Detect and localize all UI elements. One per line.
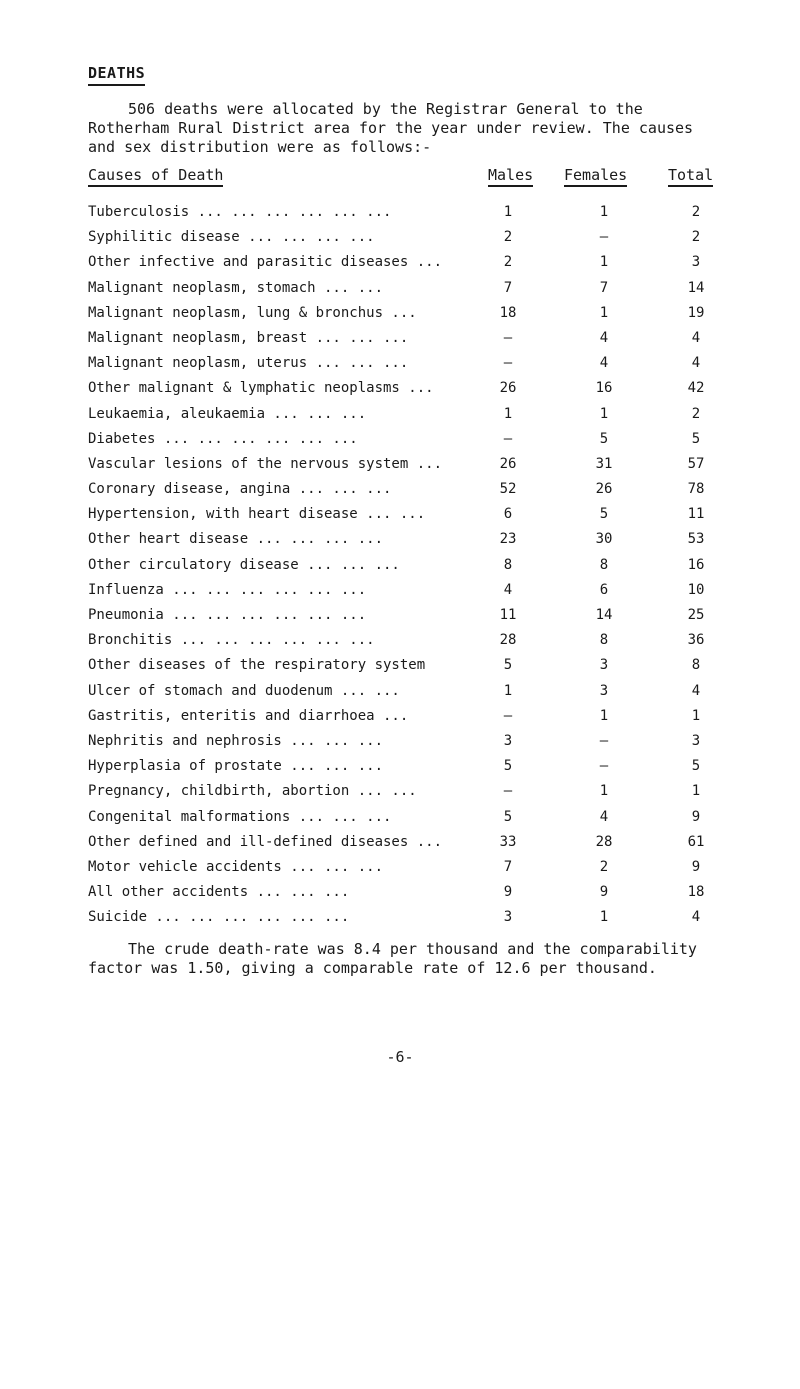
females-cell: 8 [599, 632, 609, 649]
males-cell: 52 [499, 481, 517, 498]
females-cell: 1 [599, 304, 609, 321]
total-cell: 18 [687, 884, 705, 901]
deaths-table [88, 200, 708, 930]
table-row [88, 578, 708, 603]
total-cell: 16 [687, 556, 705, 573]
total-cell: 42 [687, 380, 705, 397]
females-cell: 4 [599, 355, 609, 372]
females-cell: – [599, 229, 609, 246]
males-cell: – [503, 355, 513, 372]
intro-paragraph [88, 100, 728, 157]
males-cell: 2 [503, 254, 513, 271]
females-cell: 3 [599, 657, 609, 674]
intro-text: 506 deaths were allocated by the Registrar General to the Rotherham Rural District area for the year under review. The causes and sex distribution were as follows:- [88, 100, 694, 156]
total-cell: 9 [691, 808, 701, 825]
females-cell: 2 [599, 858, 609, 875]
females-cell: 1 [599, 783, 609, 800]
males-cell: 18 [499, 304, 517, 321]
cause-cell: Other heart disease ... ... ... ... [88, 531, 384, 548]
females-cell: 26 [595, 481, 613, 498]
cause-cell: Coronary disease, angina ... ... ... [88, 481, 392, 498]
cause-cell: Malignant neoplasm, stomach ... ... [88, 279, 384, 296]
males-cell: 5 [503, 657, 513, 674]
cause-cell: Suicide ... ... ... ... ... ... [88, 909, 350, 926]
females-cell: 8 [599, 556, 609, 573]
column-header-total: Total [668, 166, 713, 187]
males-cell: 2 [503, 229, 513, 246]
total-cell: 2 [691, 204, 701, 220]
table-row [88, 830, 708, 855]
females-cell: 1 [599, 405, 609, 422]
females-cell: 6 [599, 581, 609, 598]
females-cell: 14 [595, 607, 613, 623]
total-cell: 14 [687, 279, 705, 296]
table-row [88, 855, 708, 880]
cause-cell: Malignant neoplasm, breast ... ... ... [88, 329, 409, 346]
total-cell: 1 [691, 783, 701, 800]
table-row [88, 754, 708, 779]
table-row [88, 628, 708, 653]
total-cell: 4 [691, 909, 701, 926]
total-cell: 5 [691, 758, 701, 775]
cause-cell: Ulcer of stomach and duodenum ... ... [88, 682, 400, 699]
cause-cell: Other defined and ill-defined diseases ... [88, 833, 443, 850]
table-row [88, 704, 708, 729]
total-cell: 53 [687, 531, 705, 548]
males-cell: 26 [499, 380, 517, 397]
males-cell: – [503, 329, 513, 346]
table-row [88, 653, 708, 678]
table-row [88, 452, 708, 477]
table-row [88, 276, 708, 301]
table-row [88, 200, 708, 225]
cause-cell: Motor vehicle accidents ... ... ... [88, 858, 384, 875]
cause-cell: Leukaemia, aleukaemia ... ... ... [88, 405, 367, 422]
females-cell: 30 [595, 531, 613, 548]
males-cell: 7 [503, 858, 513, 875]
table-row [88, 301, 708, 326]
total-cell: 3 [691, 732, 701, 749]
cause-cell: Bronchitis ... ... ... ... ... ... [88, 632, 375, 649]
footer-paragraph [88, 940, 728, 978]
table-row [88, 527, 708, 552]
females-cell: – [599, 732, 609, 749]
males-cell: 9 [503, 884, 513, 901]
total-cell: 10 [687, 581, 705, 598]
females-cell: 4 [599, 329, 609, 346]
total-cell: 9 [691, 858, 701, 875]
total-cell: 78 [687, 481, 705, 498]
total-cell: 5 [691, 430, 701, 447]
males-cell: 5 [503, 808, 513, 825]
total-cell: 4 [691, 355, 701, 372]
column-header-females: Females [564, 166, 627, 187]
males-cell: 4 [503, 581, 513, 598]
males-cell: – [503, 707, 513, 724]
cause-cell: Other circulatory disease ... ... ... [88, 556, 400, 573]
males-cell: 6 [503, 506, 513, 523]
total-cell: 1 [691, 707, 701, 724]
total-cell: 11 [687, 506, 705, 523]
page-number: -6- [386, 1048, 414, 1066]
table-row [88, 477, 708, 502]
table-row [88, 805, 708, 830]
females-cell: 28 [595, 833, 613, 850]
table-row [88, 402, 708, 427]
males-cell: 5 [503, 758, 513, 775]
total-cell: 19 [687, 304, 705, 321]
total-cell: 57 [687, 455, 705, 472]
table-row [88, 603, 708, 628]
females-cell: 7 [599, 279, 609, 296]
total-cell: 4 [691, 682, 701, 699]
males-cell: 3 [503, 909, 513, 926]
females-cell: 1 [599, 204, 609, 220]
cause-cell: Hypertension, with heart disease ... ... [88, 506, 426, 523]
males-cell: 28 [499, 632, 517, 649]
males-cell: – [503, 783, 513, 800]
page-heading: DEATHS [88, 64, 145, 86]
table-row [88, 326, 708, 351]
females-cell: 1 [599, 707, 609, 724]
total-cell: 61 [687, 833, 705, 850]
females-cell: 16 [595, 380, 613, 397]
cause-cell: Congenital malformations ... ... ... [88, 808, 392, 825]
cause-cell: Other diseases of the respiratory system [88, 657, 426, 674]
table-row [88, 502, 708, 527]
cause-cell: Syphilitic disease ... ... ... ... [88, 229, 375, 246]
males-cell: 8 [503, 556, 513, 573]
cause-cell: All other accidents ... ... ... [88, 884, 350, 901]
table-row [88, 880, 708, 905]
females-cell: 9 [599, 884, 609, 901]
cause-cell: Influenza ... ... ... ... ... ... [88, 581, 367, 598]
cause-cell: Hyperplasia of prostate ... ... ... [88, 758, 384, 775]
females-cell: 1 [599, 254, 609, 271]
total-cell: 8 [691, 657, 701, 674]
cause-cell: Diabetes ... ... ... ... ... ... [88, 430, 358, 447]
females-cell: 3 [599, 682, 609, 699]
table-row [88, 779, 708, 804]
females-cell: 31 [595, 455, 613, 472]
total-cell: 3 [691, 254, 701, 271]
cause-cell: Tuberculosis ... ... ... ... ... ... [88, 204, 392, 220]
column-header-males: Males [488, 166, 533, 187]
total-cell: 2 [691, 229, 701, 246]
table-row [88, 427, 708, 452]
males-cell: 7 [503, 279, 513, 296]
total-cell: 4 [691, 329, 701, 346]
table-row [88, 250, 708, 275]
cause-cell: Pneumonia ... ... ... ... ... ... [88, 607, 367, 623]
females-cell: – [599, 758, 609, 775]
females-cell: 5 [599, 506, 609, 523]
males-cell: 1 [503, 204, 513, 220]
footer-text: The crude death-rate was 8.4 per thousand and the comparability factor was 1.50, giving a comparable rate of 12.6 per thousand. [88, 940, 697, 977]
males-cell: 1 [503, 405, 513, 422]
males-cell: 23 [499, 531, 517, 548]
table-row [88, 729, 708, 754]
cause-cell: Pregnancy, childbirth, abortion ... ... [88, 783, 417, 800]
males-cell: – [503, 430, 513, 447]
total-cell: 25 [687, 607, 705, 623]
total-cell: 36 [687, 632, 705, 649]
column-header-cause: Causes of Death [88, 166, 223, 187]
cause-cell: Gastritis, enteritis and diarrhoea ... [88, 707, 409, 724]
males-cell: 3 [503, 732, 513, 749]
total-cell: 2 [691, 405, 701, 422]
cause-cell: Malignant neoplasm, lung & bronchus ... [88, 304, 417, 321]
males-cell: 26 [499, 455, 517, 472]
table-row [88, 553, 708, 578]
females-cell: 4 [599, 808, 609, 825]
table-row [88, 351, 708, 376]
females-cell: 5 [599, 430, 609, 447]
cause-cell: Vascular lesions of the nervous system ... [88, 455, 443, 472]
table-row [88, 376, 708, 401]
cause-cell: Malignant neoplasm, uterus ... ... ... [88, 355, 409, 372]
cause-cell: Nephritis and nephrosis ... ... ... [88, 732, 384, 749]
table-row [88, 905, 708, 930]
females-cell: 1 [599, 909, 609, 926]
males-cell: 1 [503, 682, 513, 699]
table-row [88, 679, 708, 704]
cause-cell: Other malignant & lymphatic neoplasms ... [88, 380, 434, 397]
males-cell: 11 [499, 607, 517, 623]
table-row [88, 225, 708, 250]
males-cell: 33 [499, 833, 517, 850]
cause-cell: Other infective and parasitic diseases ... [88, 254, 443, 271]
